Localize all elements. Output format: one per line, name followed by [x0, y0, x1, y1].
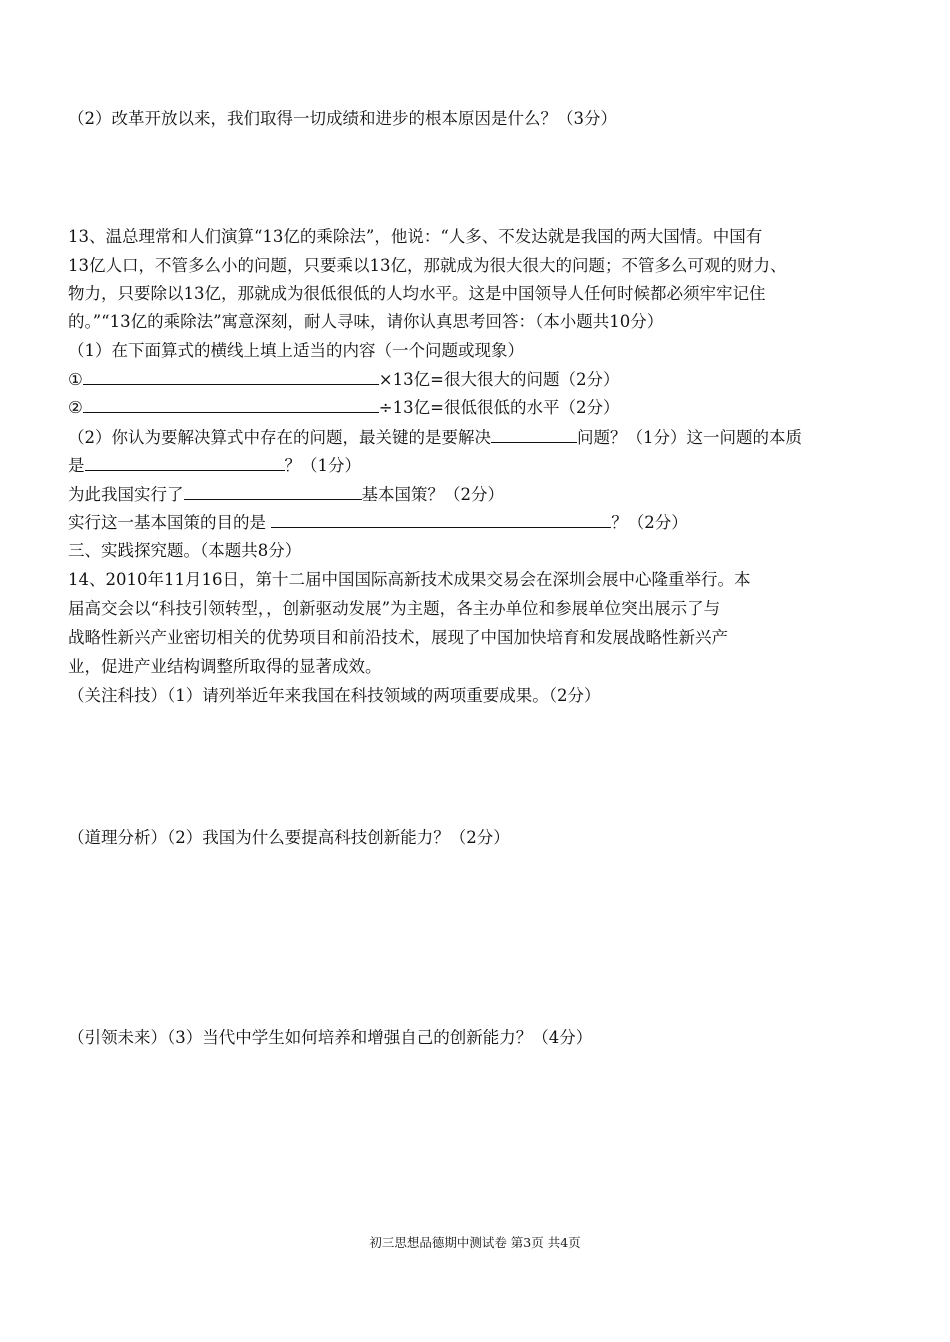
q14-intro-line-1: 14、2010年11月16日，第十二届中国国际高新技术成果交易会在深圳会展中心隆重举行。本: [68, 570, 751, 589]
q13-part2-line-4: [68, 511, 688, 534]
q13-part2-text-a: （2）你认为要解决算式中存在的问题，最关键的是要解决: [68, 428, 491, 447]
q13-part2-text-f: 基本国策？（2分）: [361, 485, 504, 504]
q13-part2-text-b: 问题？（1分）这一问题的本质: [577, 428, 802, 447]
q13-item-2: [68, 396, 619, 419]
q13-item-1: [68, 368, 619, 391]
q12-part2: （2）改革开放以来，我们取得一切成绩和进步的根本原因是什么？（3分）: [68, 109, 617, 128]
q14-part3: （引领未来）（3）当代中学生如何培养和增强自己的创新能力？（4分）: [68, 1028, 593, 1047]
q13-part2-line-1: [68, 426, 802, 449]
q13-part2-text-g: 实行这一基本国策的目的是: [68, 513, 272, 532]
answer-blank-key-problem[interactable]: [491, 426, 577, 443]
q13-part2-text-e: 为此我国实行了: [68, 485, 184, 504]
q14-intro-line-2: 届高交会以“科技引领转型，，创新驱动发展”为主题，各主办单位和参展单位突出展示了与: [68, 599, 721, 618]
answer-blank-policy[interactable]: [184, 483, 362, 500]
item-2-marker: ②: [68, 398, 83, 417]
q14-part1: （关注科技）（1）请列举近年来我国在科技领域的两项重要成果。（2分）: [68, 686, 601, 705]
q13-intro-line-2: 13亿人口，不管多么小的问题，只要乘以13亿，那就成为很大很大的问题；不管多么可观的财力、: [68, 256, 787, 275]
q13-part2-line-3: [68, 483, 504, 506]
q13-part2-text-h: ？（2分）: [611, 513, 688, 532]
q14-intro-line-3: 战略性新兴产业密切相关的优势项目和前沿技术，展现了中国加快培育和发展战略性新兴产: [68, 628, 728, 647]
answer-blank-1[interactable]: [83, 368, 379, 385]
q13-part2-text-c: 是: [68, 456, 85, 475]
item-2-formula: ÷13亿=很低很低的水平（2分）: [378, 398, 620, 417]
answer-blank-essence[interactable]: [85, 454, 285, 471]
answer-blank-2[interactable]: [83, 396, 379, 413]
q14-part2: （道理分析）（2）我国为什么要提高科技创新能力？（2分）: [68, 828, 510, 847]
item-1-formula: ×13亿=很大很大的问题（2分）: [378, 370, 620, 389]
q13-intro-line-1: 13、温总理常和人们演算“13亿的乘除法”，他说：“人多、不发达就是我国的两大国情。中国有: [68, 227, 763, 246]
q13-intro-line-3: 物力，只要除以13亿，那就成为很低很低的人均水平。这是中国领导人任何时候都必须牢牢记住: [68, 284, 766, 303]
page-footer: 初三思想品德期中测试卷 第3页 共4页: [369, 1235, 581, 1250]
item-1-marker: ①: [68, 370, 83, 389]
section-3-title: 三、实践探究题。（本题共8分）: [68, 541, 302, 560]
answer-blank-purpose[interactable]: [271, 511, 611, 528]
q13-part2-text-d: ？（1分）: [284, 456, 361, 475]
q13-part1: （1）在下面算式的横线上填上适当的内容（一个问题或现象）: [68, 341, 524, 360]
q13-intro-line-4: 的。”“13亿的乘除法”寓意深刻，耐人寻味，请你认真思考回答：（本小题共10分）: [68, 312, 664, 331]
q14-intro-line-4: 业，促进产业结构调整所取得的显著成效。: [68, 657, 382, 676]
q13-part2-line-2: [68, 454, 361, 477]
